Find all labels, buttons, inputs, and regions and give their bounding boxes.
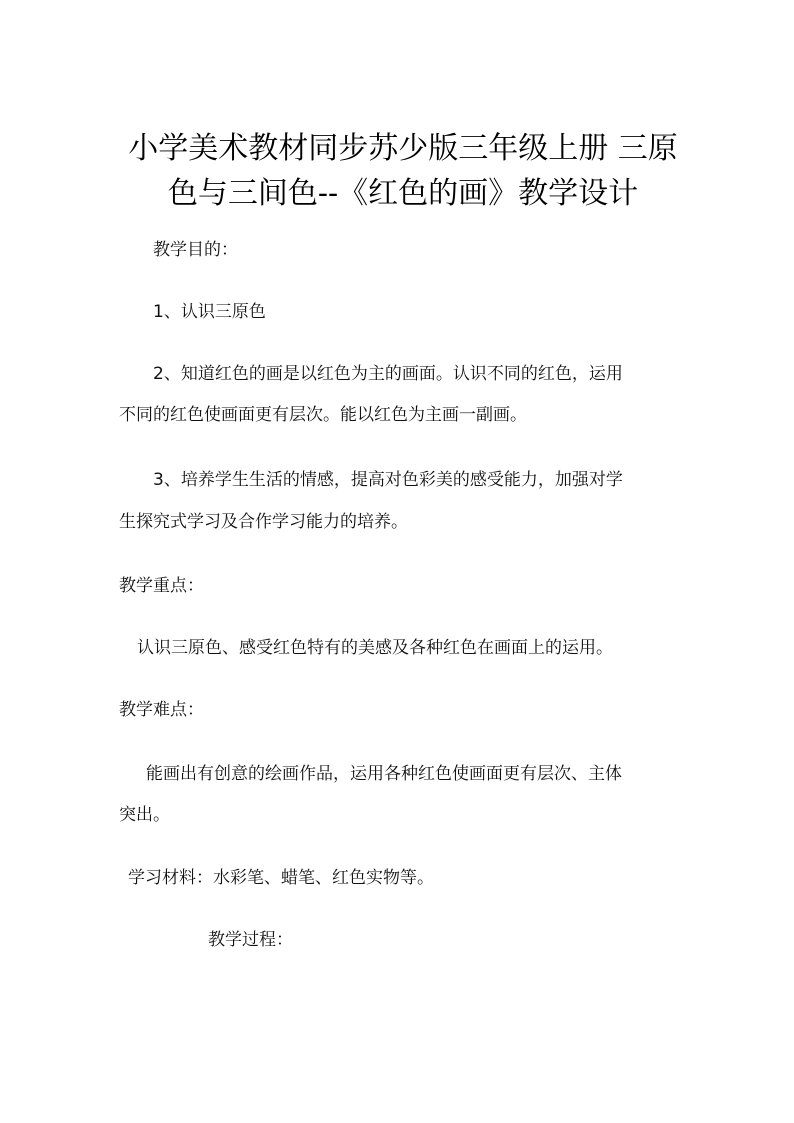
section-heading-objectives: 教学目的： xyxy=(153,240,238,260)
section-heading-difficulties: 教学难点： xyxy=(119,700,204,720)
objective-3-line-1: 3、培养学生生活的情感，提高对色彩美的感受能力，加强对学 xyxy=(153,470,623,490)
objective-2-line-2: 不同的红色使画面更有层次。能以红色为主画一副画。 xyxy=(119,405,527,425)
section-heading-key-points: 教学重点： xyxy=(119,576,204,596)
objective-2-line-1: 2、知道红色的画是以红色为主的画面。认识不同的红色，运用 xyxy=(153,364,623,384)
section-heading-process: 教学过程： xyxy=(208,930,293,950)
key-points-text: 认识三原色、感受红色特有的美感及各种红色在画面上的运用。 xyxy=(137,638,613,658)
document-title xyxy=(118,126,688,216)
title-line-1: 小学美术教材同步苏少版三年级上册 三原 xyxy=(128,131,678,166)
objective-1: 1、认识三原色 xyxy=(153,302,266,322)
materials-text: 学习材料：水彩笔、蜡笔、红色实物等。 xyxy=(128,868,434,888)
difficulties-line-2: 突出。 xyxy=(119,805,170,825)
objective-3-line-2: 生探究式学习及合作学习能力的培养。 xyxy=(119,512,408,532)
title-line-2: 色与三间色--《红色的画》教学设计 xyxy=(167,176,639,211)
difficulties-line-1: 能画出有创意的绘画作品，运用各种红色使画面更有层次、主体 xyxy=(146,764,622,784)
